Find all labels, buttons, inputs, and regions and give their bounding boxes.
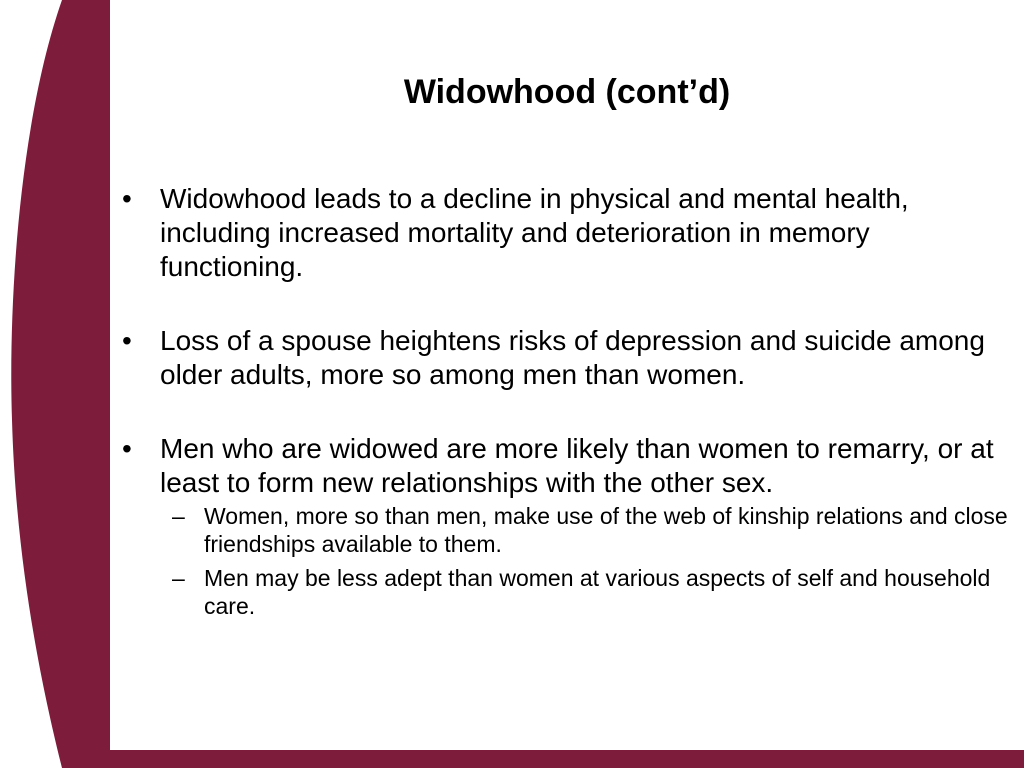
sub-bullet-list (160, 502, 1014, 620)
sub-bullet-text: Women, more so than men, make use of the web of kinship relations and close friendships available to them. (204, 503, 1008, 557)
bottom-accent-band (62, 750, 1024, 768)
sub-bullet-marker: – (172, 503, 185, 529)
bullet-list (122, 182, 1014, 626)
bottom-left-curve-fill (62, 750, 110, 768)
sub-bullet-marker: – (172, 565, 185, 591)
bullet-item (122, 432, 1014, 620)
bullet-text: Widowhood leads to a decline in physical and mental health, including increased mortality and deterioration in memory functioning. (160, 183, 909, 282)
sub-bullet-item (160, 564, 1014, 620)
bullet-item (122, 324, 1014, 392)
sub-bullet-text: Men may be less adept than women at various aspects of self and household care. (204, 565, 991, 619)
bullet-marker: • (122, 183, 132, 214)
bullet-marker: • (122, 433, 132, 464)
bullet-marker: • (122, 325, 132, 356)
bullet-text: Loss of a spouse heightens risks of depression and suicide among older adults, more so among men than women. (160, 325, 985, 390)
sub-bullet-item (160, 502, 1014, 558)
bullet-text: Men who are widowed are more likely than women to remarry, or at least to form new relationships with the other sex. (160, 433, 994, 498)
bullet-item (122, 182, 1014, 284)
slide-title: Widowhood (cont’d) (403, 73, 731, 111)
